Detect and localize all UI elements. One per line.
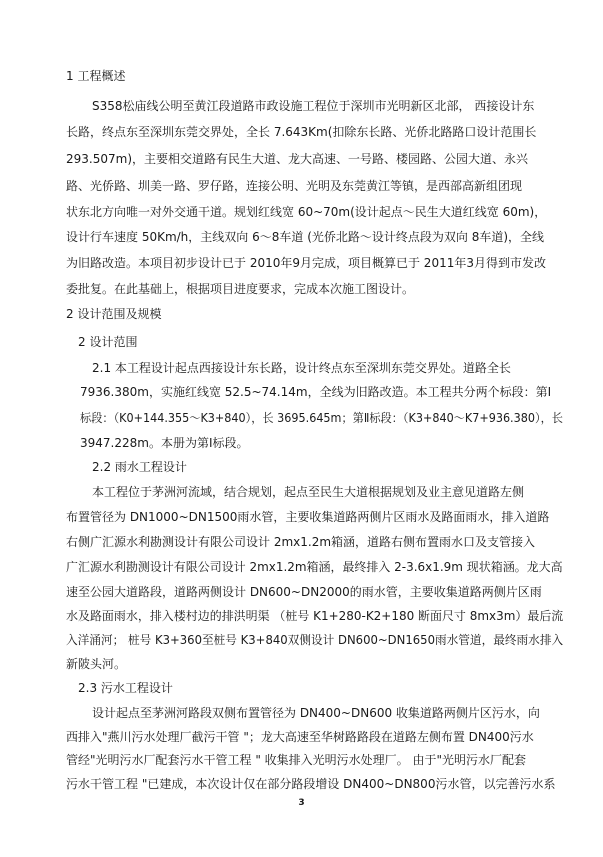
paragraph-line: S358松庙线公明至黄江段道路市政设施工程位于深圳市光明新区北部， 西接设计东 — [92, 99, 535, 113]
paragraph-line: 入洋涌河； 桩号 K3+360至桩号 K3+840双侧设计 DN600~DN1650雨水管道，最终雨水排入 — [66, 633, 564, 647]
paragraph-line: 新陂头河。 — [66, 657, 127, 671]
paragraph-line: 污水干管工程 "已建成，本次设计仅在部分路段增设 DN400~DN800污水管，以完善污水系 — [66, 777, 556, 791]
subsection-heading: 2 设计范围 — [78, 335, 138, 349]
paragraph-line: 本工程位于茅洲河流域，结合规划，起点至民生大道根据规划及业主意见道路左侧 — [92, 485, 525, 499]
paragraph-line: 西排入"燕川污水处理厂截污干管 "；龙大高速至华树路路段在道路左侧布置 DN400污水 — [66, 730, 534, 744]
section-1-heading: 1 工程概述 — [66, 69, 126, 83]
paragraph-line: 委批复。在此基础上，根据项目进度要求，完成本次施工图设计。 — [66, 282, 415, 296]
section-2-heading: 2 设计范围及规模 — [66, 307, 162, 321]
paragraph-line: 设计行车速度 50Km/h，主线双向 6～8车道 (光侨北路～设计终点段为双向 8车道)，全线 — [66, 230, 545, 244]
paragraph-line: 2.1 本工程设计起点西接设计东长路，设计终点东至深圳东莞交界处。道路全长 — [92, 361, 511, 375]
paragraph-line: 3947.228m。本册为第Ⅰ标段。 — [80, 436, 249, 450]
subsection-heading: 2.2 雨水工程设计 — [92, 460, 187, 474]
paragraph-line: 右侧广汇源水利勘测设计有限公司设计 2mx1.2m箱涵，道路右侧布置雨水口及支管接入 — [66, 535, 536, 549]
paragraph-line: 状东北方向唯一对外交通干道。规划红线宽 60~70m(设计起点～民生大道红线宽 60m)， — [66, 205, 547, 219]
page-number: 3 — [298, 798, 305, 808]
paragraph-line: 管经"光明污水厂配套污水干管工程 " 收集排入光明污水处理厂。 由于"光明污水厂配套 — [66, 753, 527, 767]
paragraph-line: 7936.380m，实施红线宽 52.5~74.14m，全线为旧路改造。本工程共分两个标段：第Ⅰ — [80, 385, 552, 399]
paragraph-line: 设计起点至茅洲河路段双侧布置管径为 DN400~DN600 收集道路两侧片区污水，向 — [92, 706, 540, 720]
paragraph-line: 293.507m)，主要相交道路有民生大道、龙大高速、一号路、楼园路、公园大道、永兴 — [66, 152, 528, 166]
paragraph-line: 为旧路改造。本项目初步设计已于 2010年9月完成，项目概算已于 2011年3月得到市发改 — [66, 256, 546, 270]
paragraph-line: 广汇源水利勘测设计有限公司设计 2mx1.2m箱涵，最终排入 2-3.6x1.9m 现状箱涵。龙大高 — [66, 560, 563, 574]
paragraph-line: 长路，终点东至深圳东莞交界处，全长 7.643Km(扣除东长路、光侨北路路口设计范围长 — [66, 125, 537, 139]
paragraph-line: 标段：（K0+144.355～K3+840），长 3695.645m；第Ⅱ标段：（K3+840～K7+936.380），长 — [80, 411, 563, 425]
subsection-heading: 2.3 污水工程设计 — [78, 681, 173, 695]
paragraph-line: 路、光侨路、圳美一路、罗仔路，连接公明、光明及东莞黄江等镇，是西部高新组团现 — [66, 179, 523, 193]
paragraph-line: 速至公园大道路段，道路两侧设计 DN600~DN2000的雨水管，主要收集道路两侧片区雨 — [66, 585, 542, 599]
paragraph-line: 水及路面雨水，排入楼村边的排洪明渠 （桩号 K1+280-K2+180 断面尺寸 8mx3m）最后流 — [66, 609, 564, 623]
paragraph-line: 布置管径为 DN1000~DN1500雨水管，主要收集道路两侧片区雨水及路面雨水，排入道路 — [66, 510, 550, 524]
